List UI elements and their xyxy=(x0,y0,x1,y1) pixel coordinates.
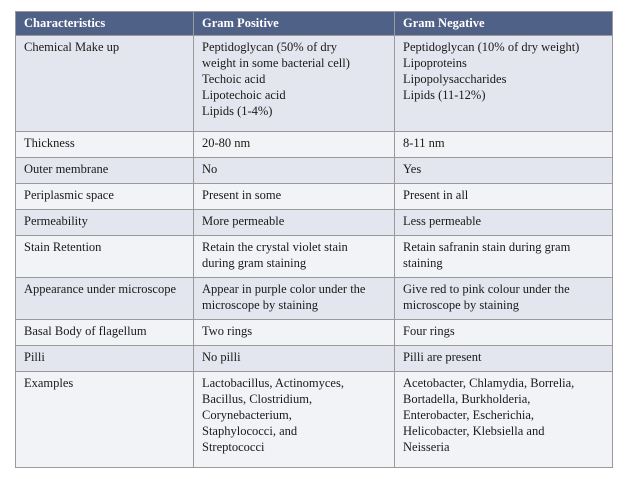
gram-negative-cell xyxy=(395,236,613,278)
header-characteristics: Characteristics xyxy=(16,12,194,36)
table-body xyxy=(16,36,613,468)
cell-line: Helicobacter, Klebsiella and xyxy=(403,424,545,438)
table-row xyxy=(16,320,613,346)
characteristic-cell: Basal Body of flagellum xyxy=(16,320,194,346)
characteristic-cell: Chemical Make up xyxy=(16,36,194,132)
characteristic-cell: Examples xyxy=(16,372,194,468)
cell-line: Lipoproteins xyxy=(403,56,467,70)
table-row xyxy=(16,132,613,158)
table-row xyxy=(16,236,613,278)
cell-line: Neisseria xyxy=(403,440,450,454)
gram-positive-cell xyxy=(194,372,395,468)
characteristic-cell: Periplasmic space xyxy=(16,184,194,210)
characteristic-cell: Permeability xyxy=(16,210,194,236)
header-gram-positive: Gram Positive xyxy=(194,12,395,36)
gram-positive-cell xyxy=(194,278,395,320)
characteristic-cell: Outer membrane xyxy=(16,158,194,184)
gram-negative-cell: 8-11 nm xyxy=(395,132,613,158)
gram-negative-cell: Present in all xyxy=(395,184,613,210)
comparison-table xyxy=(15,11,613,468)
table-row xyxy=(16,346,613,372)
gram-negative-cell xyxy=(395,36,613,132)
table-row xyxy=(16,158,613,184)
header-gram-negative: Gram Negative xyxy=(395,12,613,36)
cell-line: Lactobacillus, Actinomyces, xyxy=(202,376,344,390)
table-row xyxy=(16,372,613,468)
gram-positive-cell: 20-80 nm xyxy=(194,132,395,158)
gram-negative-cell xyxy=(395,278,613,320)
cell-line: Peptidoglycan (10% of dry weight) xyxy=(403,40,580,54)
gram-negative-cell: Four rings xyxy=(395,320,613,346)
header-row xyxy=(16,12,613,36)
cell-line: Lipotechoic acid xyxy=(202,88,286,102)
cell-line: Enterobacter, Escherichia, xyxy=(403,408,535,422)
gram-positive-cell: No xyxy=(194,158,395,184)
cell-line: Lipopolysaccharides xyxy=(403,72,507,86)
gram-positive-cell: Present in some xyxy=(194,184,395,210)
cell-line: Give red to pink colour under the xyxy=(403,282,570,296)
gram-negative-cell: Yes xyxy=(395,158,613,184)
cell-line: Retain safranin stain during gram xyxy=(403,240,571,254)
cell-line: Bacillus, Clostridium, xyxy=(202,392,313,406)
cell-line: Corynebacterium, xyxy=(202,408,292,422)
cell-line: weight in some bacterial cell) xyxy=(202,56,350,70)
characteristic-cell: Pilli xyxy=(16,346,194,372)
cell-line: Streptococci xyxy=(202,440,265,454)
cell-line: staining xyxy=(403,256,443,270)
cell-line: Acetobacter, Chlamydia, Borrelia, xyxy=(403,376,575,390)
characteristic-cell: Appearance under microscope xyxy=(16,278,194,320)
gram-positive-cell xyxy=(194,36,395,132)
cell-line: during gram staining xyxy=(202,256,307,270)
gram-negative-cell: Pilli are present xyxy=(395,346,613,372)
table-row xyxy=(16,278,613,320)
cell-line: Techoic acid xyxy=(202,72,266,86)
cell-line: microscope by staining xyxy=(202,298,318,312)
gram-negative-cell: Less permeable xyxy=(395,210,613,236)
table-row xyxy=(16,210,613,236)
cell-line: Bortadella, Burkholderia, xyxy=(403,392,531,406)
cell-line: Appear in purple color under the xyxy=(202,282,366,296)
gram-negative-cell xyxy=(395,372,613,468)
table-row xyxy=(16,184,613,210)
cell-line: Staphylococci, and xyxy=(202,424,298,438)
cell-line: Lipids (11-12%) xyxy=(403,88,486,102)
gram-positive-cell: No pilli xyxy=(194,346,395,372)
gram-positive-cell xyxy=(194,236,395,278)
cell-line: Lipids (1-4%) xyxy=(202,104,273,118)
gram-positive-cell: More permeable xyxy=(194,210,395,236)
cell-line: microscope by staining xyxy=(403,298,519,312)
cell-line: Retain the crystal violet stain xyxy=(202,240,348,254)
table-row xyxy=(16,36,613,132)
characteristic-cell: Thickness xyxy=(16,132,194,158)
characteristic-cell: Stain Retention xyxy=(16,236,194,278)
cell-line: Peptidoglycan (50% of dry xyxy=(202,40,338,54)
gram-positive-cell: Two rings xyxy=(194,320,395,346)
